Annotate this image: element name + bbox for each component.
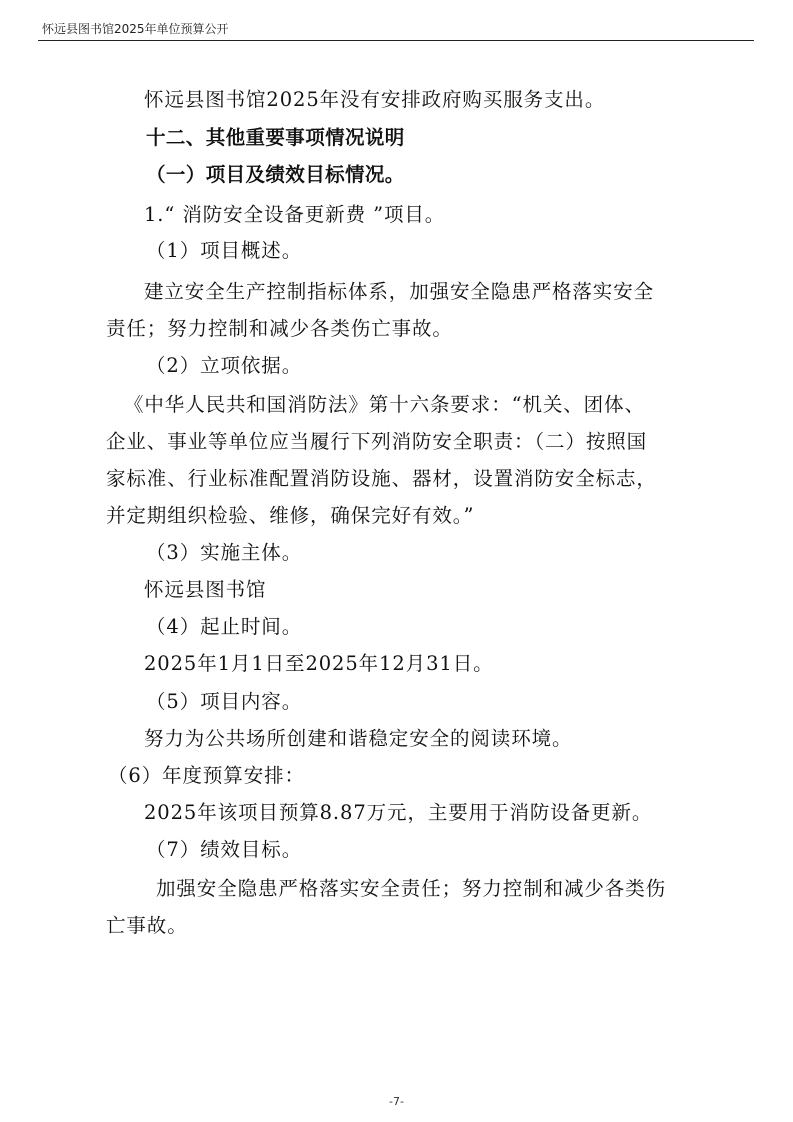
overview-text-line-2: 责任；努力控制和减少各类伤亡事故。 <box>106 317 453 340</box>
content-text: 努力为公共场所创建和谐稳定安全的阅读环境。 <box>144 727 573 750</box>
project-title: 1.“ 消防安全设备更新费 ”项目。 <box>144 203 446 226</box>
item-heading-overview: （1）项目概述。 <box>146 239 303 262</box>
overview-text-line-1: 建立安全生产控制指标体系，加强安全隐患严格落实安全 <box>144 280 655 303</box>
basis-text-line-4: 并定期组织检验、维修，确保完好有效。” <box>106 504 475 527</box>
implementer-text: 怀远县图书馆 <box>144 578 267 601</box>
item-heading-content: （5）项目内容。 <box>146 690 303 713</box>
item-heading-implementer: （3）实施主体。 <box>146 541 303 564</box>
period-text: 2025年1月1日至2025年12月31日。 <box>144 652 494 675</box>
item-heading-goal: （7）绩效目标。 <box>146 838 303 861</box>
goal-text-line-1: 加强安全隐患严格落实安全责任；努力控制和减少各类伤 <box>156 877 667 900</box>
paragraph-no-procurement: 怀远县图书馆2025年没有安排政府购买服务支出。 <box>144 88 606 111</box>
page-header <box>38 18 754 41</box>
page-header-title: 怀远县图书馆2025年单位预算公开 <box>42 22 229 36</box>
basis-text-line-2: 企业、事业等单位应当履行下列消防安全职责：（二）按照国 <box>106 430 648 453</box>
basis-text-line-3: 家标准、行业标准配置消防设施、器材，设置消防安全标志， <box>106 467 657 490</box>
page-number: -7- <box>389 1095 404 1108</box>
item-heading-basis: （2）立项依据。 <box>146 354 303 377</box>
item-heading-period: （4）起止时间。 <box>146 615 303 638</box>
goal-text-line-2: 亡事故。 <box>106 914 188 937</box>
budget-text: 2025年该项目预算8.87万元，主要用于消防设备更新。 <box>144 801 653 824</box>
section-heading-twelve: 十二、其他重要事项情况说明 <box>146 126 405 149</box>
subsection-heading-one: （一）项目及绩效目标情况。 <box>146 163 405 186</box>
item-heading-budget: （6）年度预算安排： <box>108 764 305 787</box>
basis-text-line-1: 《中华人民共和国消防法》第十六条要求：“机关、团体、 <box>124 393 645 416</box>
